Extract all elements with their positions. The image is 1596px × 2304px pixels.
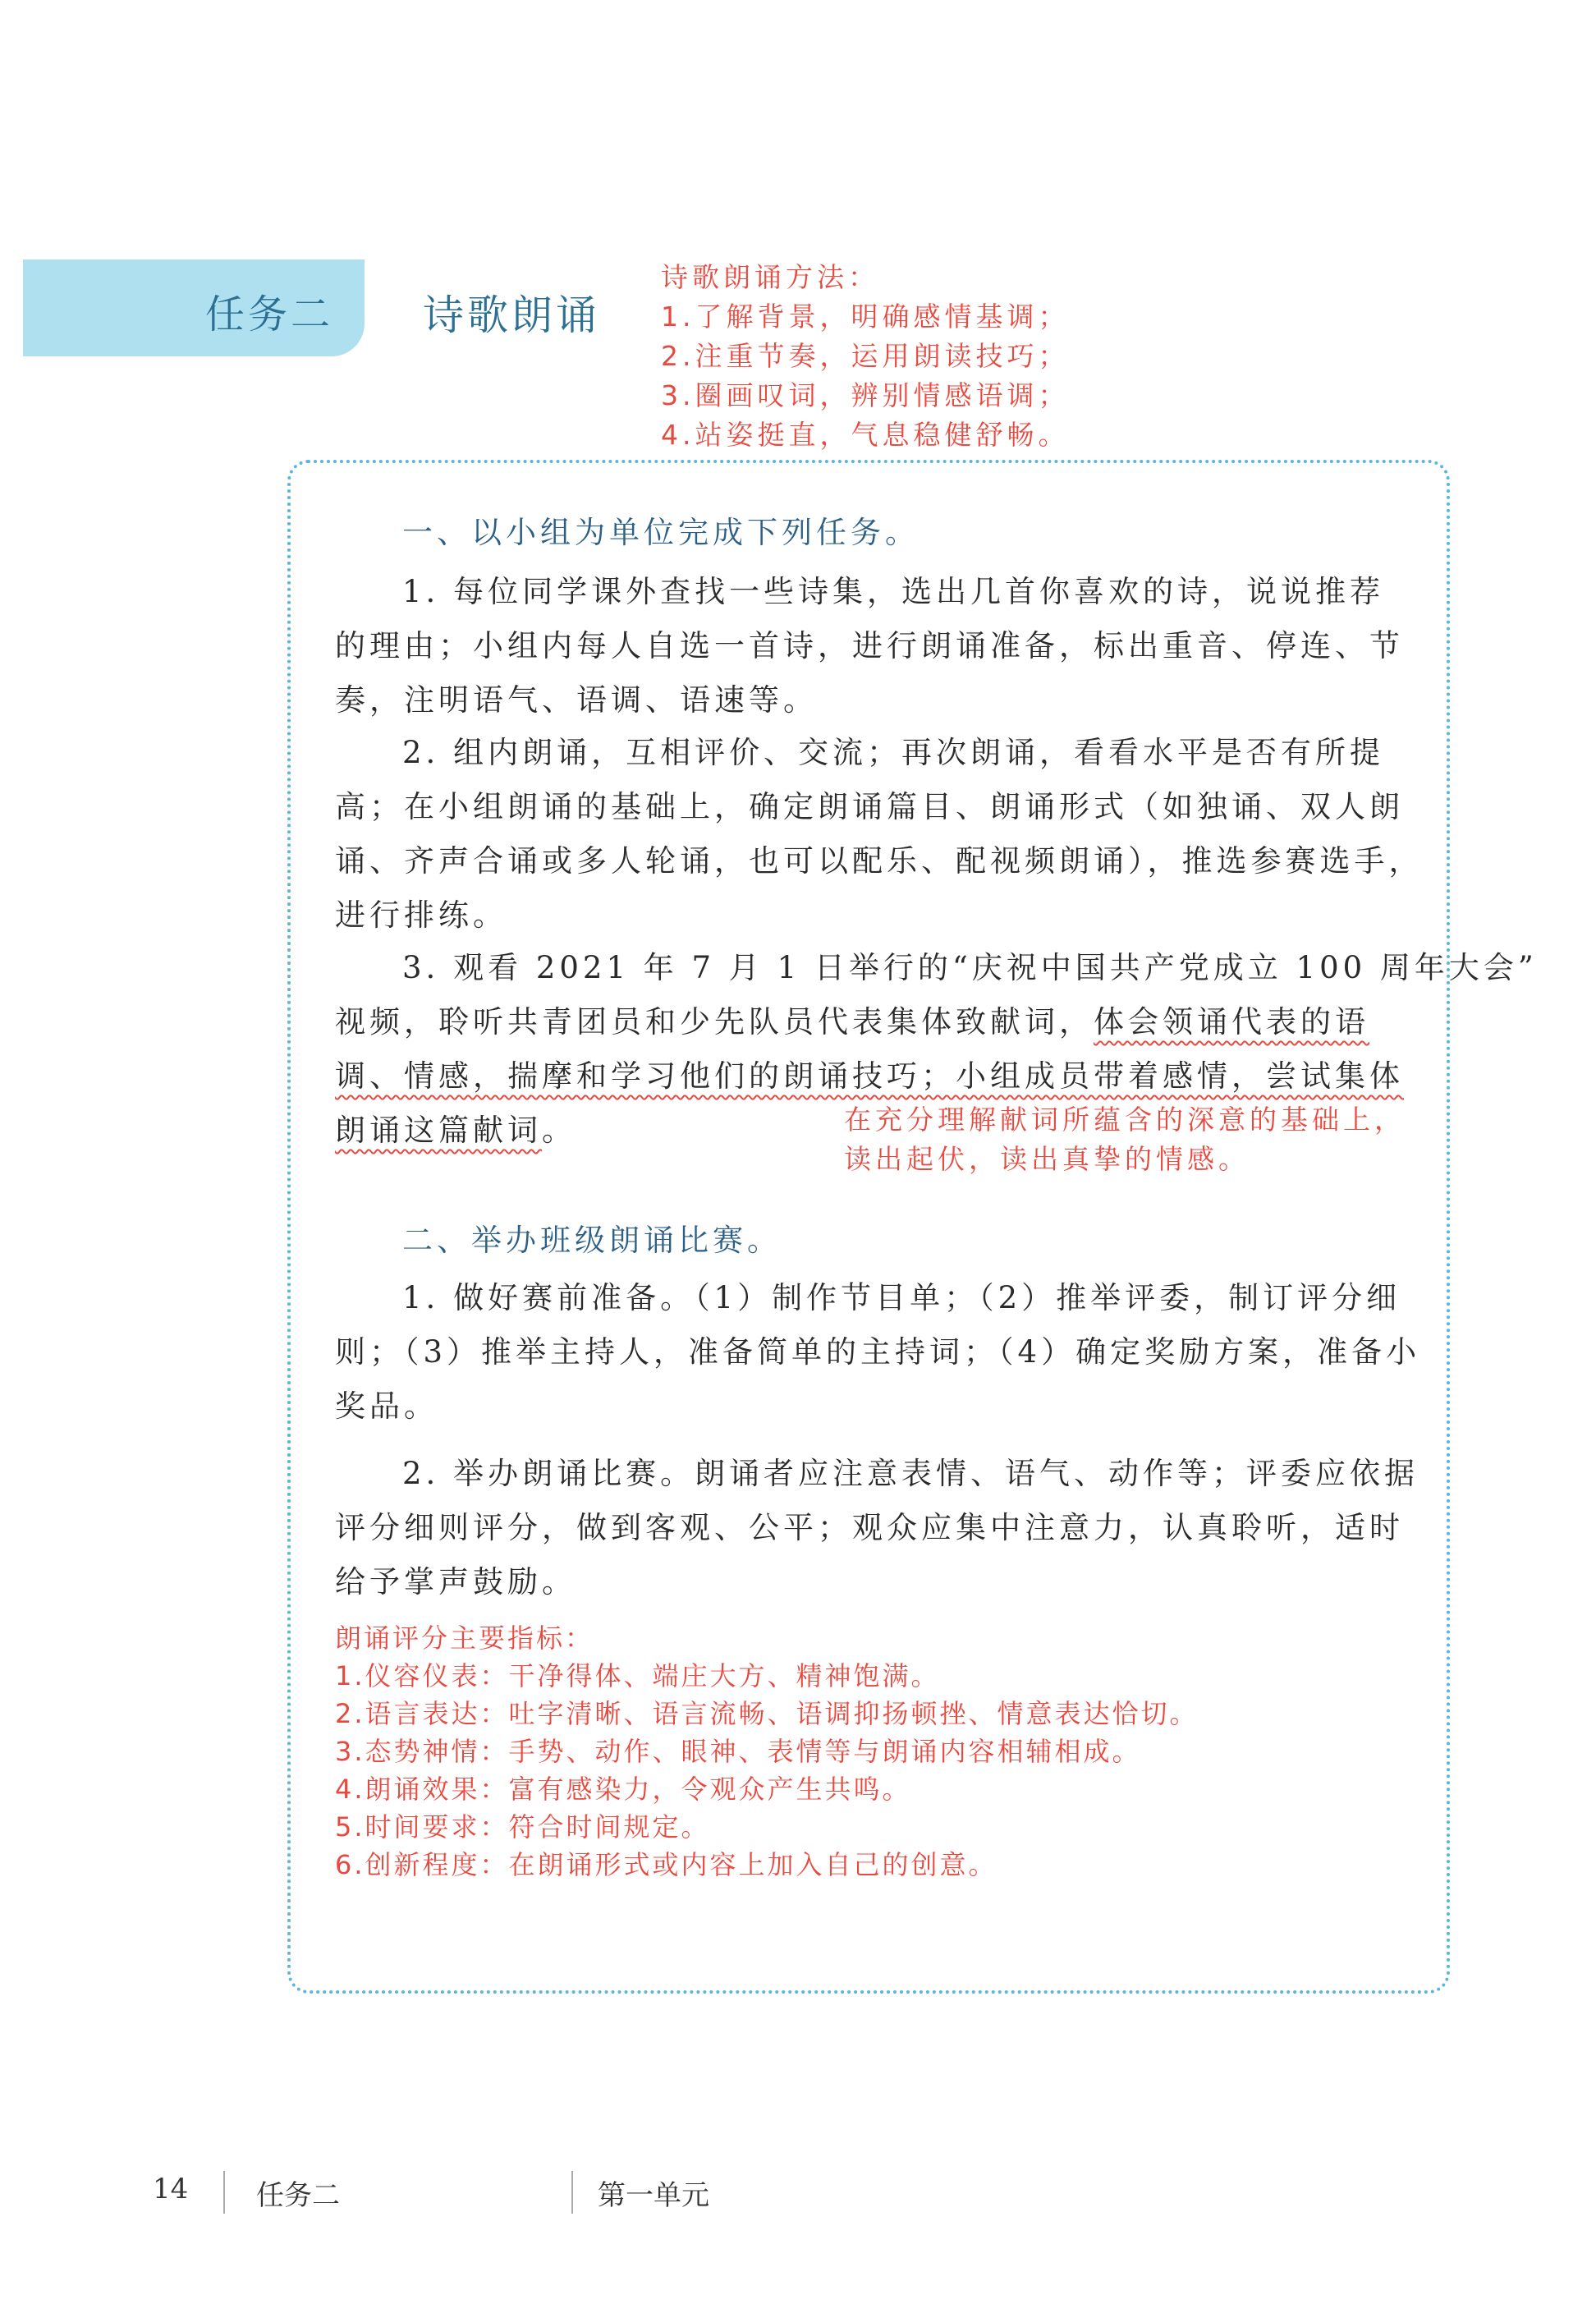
text-line: 3. 观看 2021 年 7 月 1 日举行的“庆祝中国共产党成立 100 周年大会”	[402, 950, 1538, 985]
page-number: 14	[153, 2173, 189, 2205]
text-line: 高；在小组朗诵的基础上，确定朗诵篇目、朗诵形式（如独诵、双人朗	[335, 789, 1404, 824]
text-line: 1. 做好赛前准备。（1）制作节目单；（2）推举评委，制订评分细	[402, 1280, 1401, 1315]
text-line: 评分细则评分，做到客观、公平；观众应集中注意力，认真聆听，适时	[335, 1510, 1404, 1545]
scoring-note-title: 朗诵评分主要指标：	[335, 1622, 594, 1654]
section2-heading: 二、举办班级朗诵比赛。	[402, 1223, 782, 1258]
footer-task: 任务二	[256, 2179, 340, 2212]
text-line: 则；（3）推举主持人，准备简单的主持词；（4）确定奖励方案，准备小	[335, 1334, 1421, 1370]
section1-heading: 一、以小组为单位完成下列任务。	[402, 515, 920, 550]
scoring-note-item: 1.仪容仪表：干净得体、端庄大方、精神饱满。	[335, 1660, 940, 1691]
scoring-note	[335, 1619, 1199, 1884]
method-note-item: 3.圈画叹词，辨别情感语调；	[661, 379, 1070, 411]
text-line: 进行排练。	[335, 897, 507, 933]
text-line: 2. 举办朗诵比赛。朗诵者应注意表情、语气、动作等；评委应依据	[402, 1456, 1419, 1491]
section2-para2	[335, 1447, 1417, 1609]
text-line: 1. 每位同学课外查找一些诗集，选出几首你喜欢的诗，说说推荐	[402, 574, 1385, 609]
method-note-item: 4.站姿挺直，气息稳健舒畅。	[661, 419, 1070, 451]
footer-divider	[223, 2171, 225, 2214]
underlined-text: 调、情感，揣摩和学习他们的朗诵技巧；小组成员带着感情，尝试集体	[335, 1058, 1404, 1094]
section2-para1	[335, 1271, 1421, 1434]
underlined-text: 朗诵这篇献词	[335, 1113, 542, 1148]
underlined-text: 体会领诵代表的语	[1094, 1004, 1369, 1040]
method-note	[661, 258, 1070, 455]
footer-divider	[571, 2171, 573, 2214]
deep-meaning-note	[844, 1100, 1406, 1179]
text-line: 给予掌声鼓励。	[335, 1564, 576, 1599]
text-line: 朗诵这篇献词。	[335, 1113, 576, 1148]
task-title: 诗歌朗诵	[423, 291, 600, 339]
method-note-item: 2.注重节奏，运用朗读技巧；	[661, 340, 1070, 372]
text-line: 2. 组内朗诵，互相评价、交流；再次朗诵，看看水平是否有所提	[402, 735, 1385, 770]
scoring-note-item: 4.朗诵效果：富有感染力，令观众产生共鸣。	[335, 1774, 911, 1805]
text-line: 诵、齐声合诵或多人轮诵，也可以配乐、配视频朗诵），推选参赛选手，	[335, 843, 1424, 879]
section1-para1	[335, 565, 1417, 727]
scoring-note-item: 6.创新程度：在朗诵形式或内容上加入自己的创意。	[335, 1849, 998, 1880]
scoring-note-item: 2.语言表达：吐字清晰、语言流畅、语调抑扬顿挫、情意表达恰切。	[335, 1698, 1199, 1729]
text-line: 奏，注明语气、语调、语速等。	[335, 682, 818, 718]
deep-note-line: 在充分理解献词所蕴含的深意的基础上，	[844, 1104, 1406, 1136]
text-line: 视频，聆听共青团员和少先队员代表集体致献词，体会领诵代表的语	[335, 1004, 1369, 1040]
text-line: 奖品。	[335, 1388, 438, 1424]
deep-note-line: 读出起伏，读出真挚的情感。	[844, 1143, 1250, 1175]
text-line: 的理由；小组内每人自选一首诗，进行朗诵准备，标出重音、停连、节	[335, 628, 1404, 663]
method-note-title: 诗歌朗诵方法：	[661, 261, 879, 293]
scoring-note-item: 3.态势神情：手势、动作、眼神、表情等与朗诵内容相辅相成。	[335, 1736, 1141, 1767]
task-label: 任务二	[205, 291, 334, 337]
method-note-item: 1.了解背景，明确感情基调；	[661, 301, 1070, 333]
scoring-note-item: 5.时间要求：符合时间规定。	[335, 1811, 710, 1843]
footer-unit: 第一单元	[598, 2179, 709, 2212]
section1-para2	[335, 726, 1424, 943]
